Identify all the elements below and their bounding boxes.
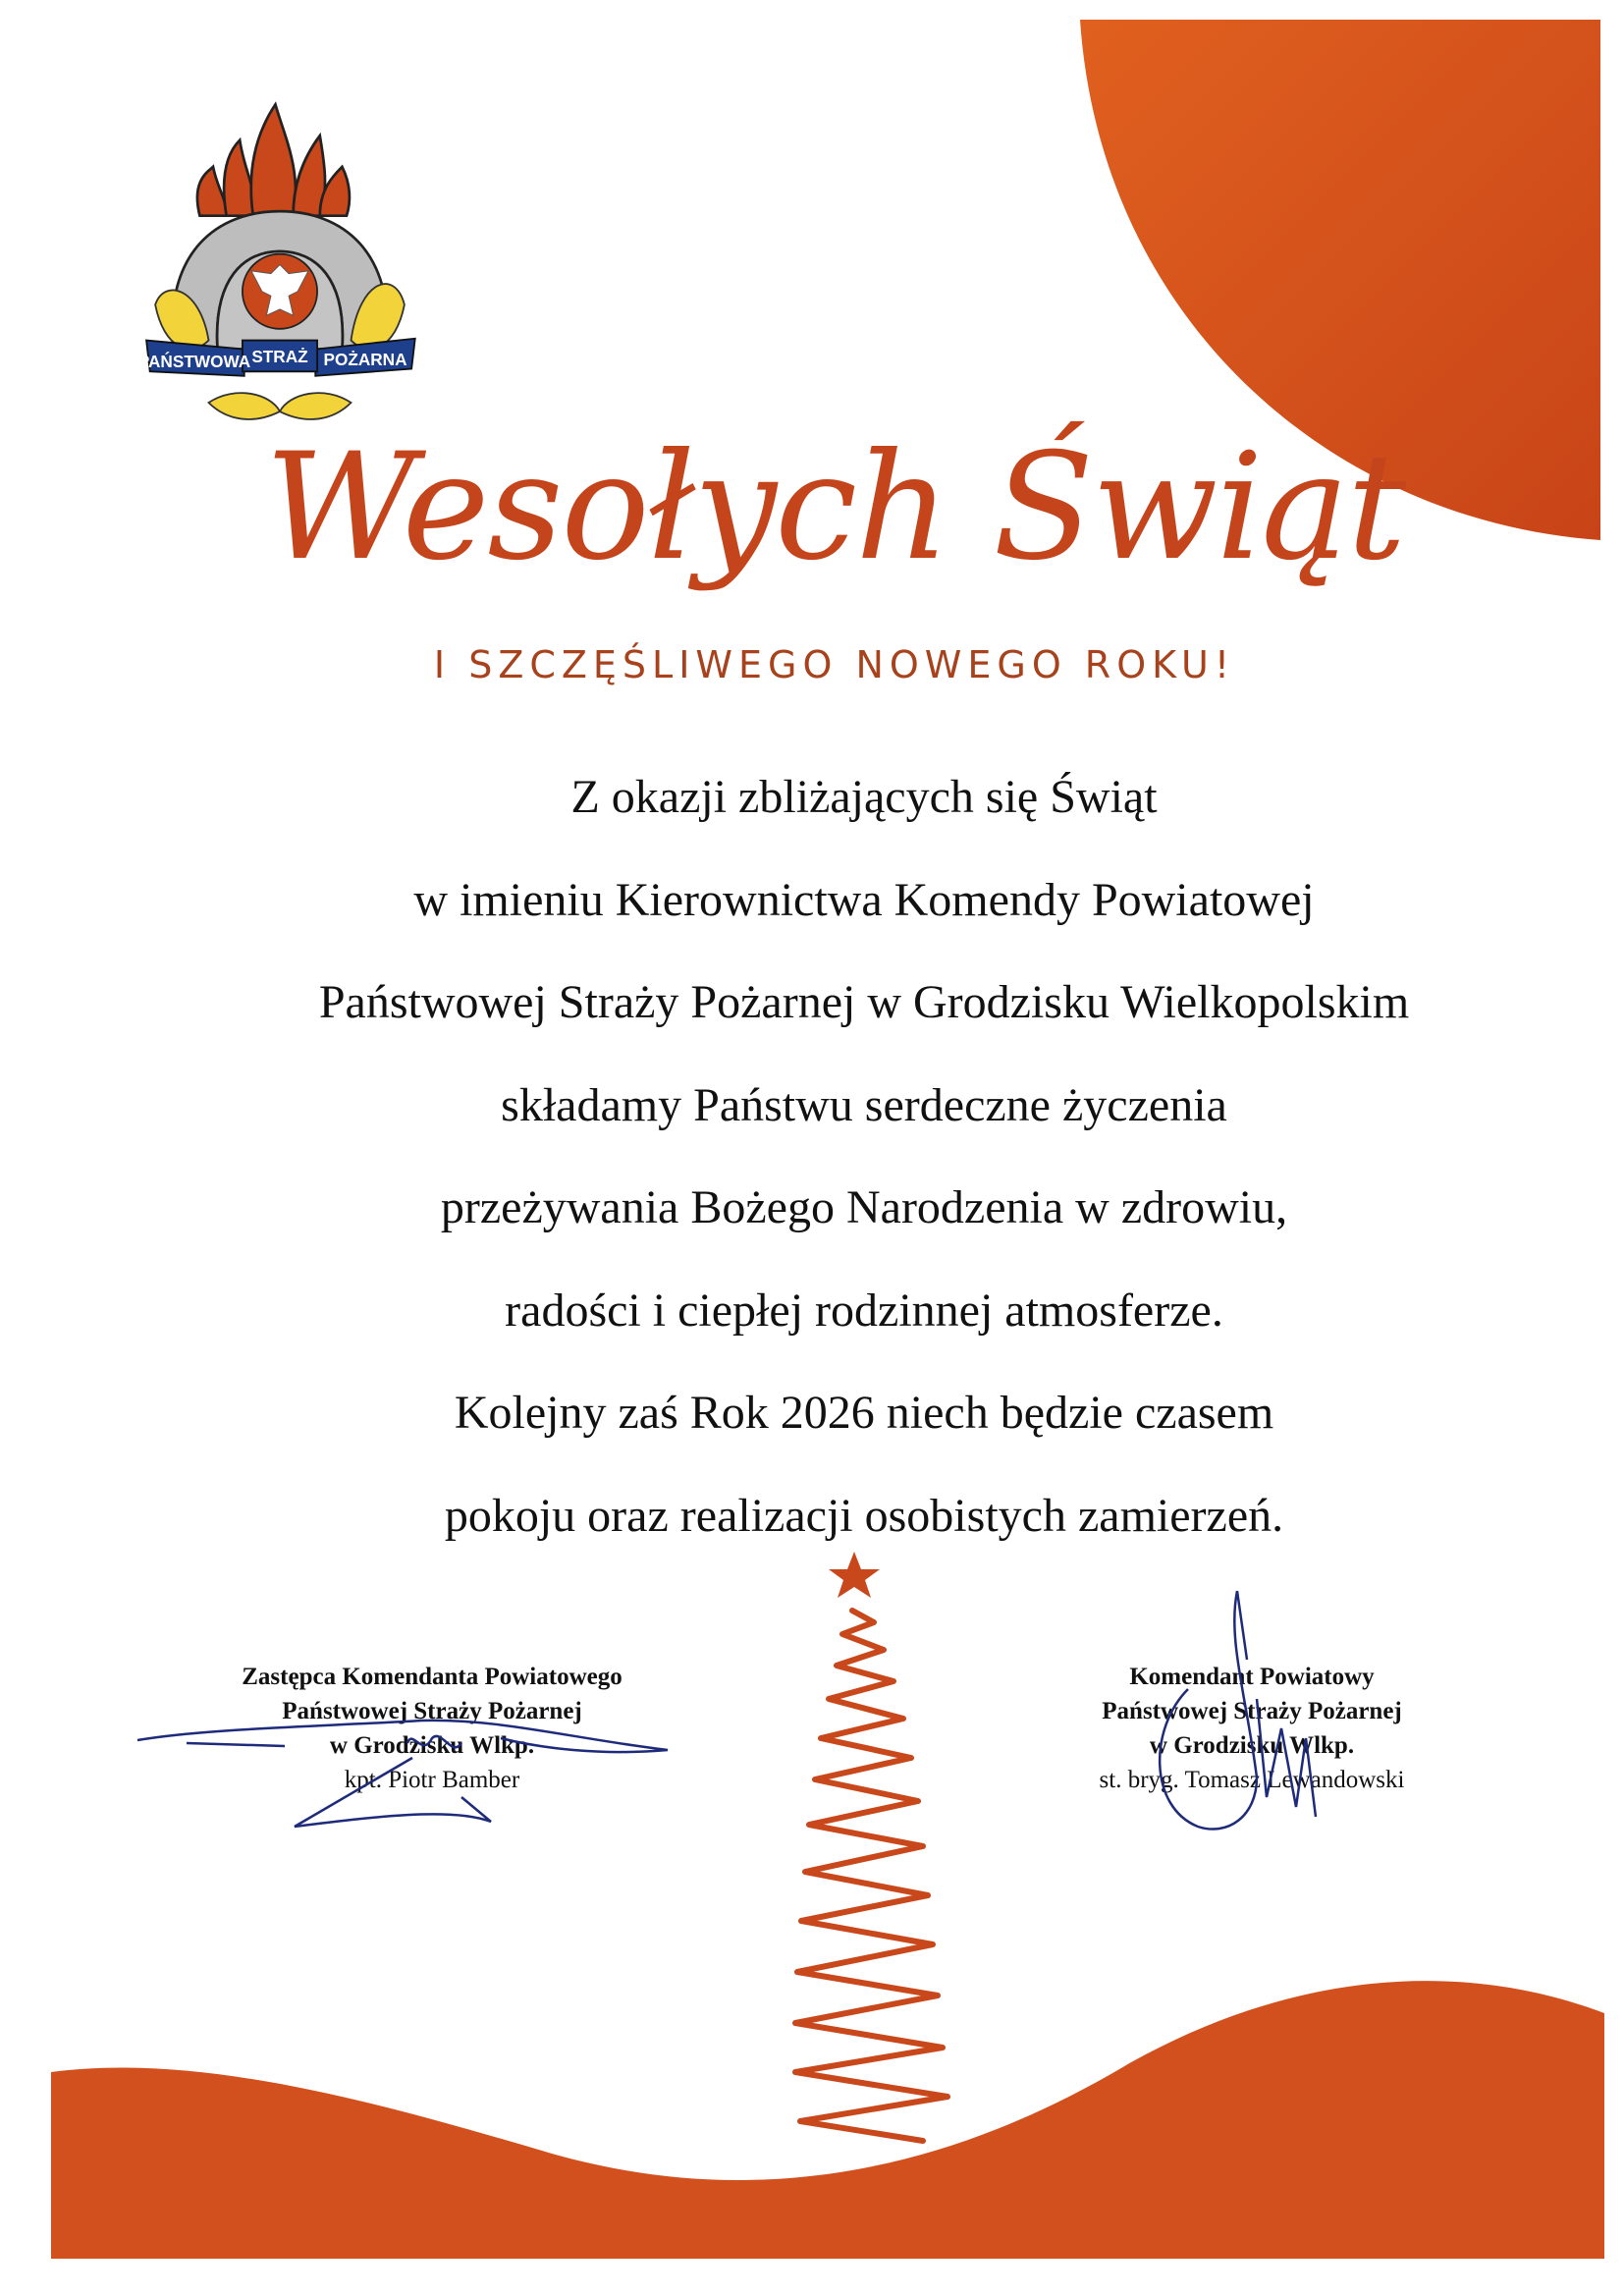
star-icon [829, 1552, 880, 1598]
banner [138, 339, 415, 376]
greeting-subtitle: I SZCZĘŚLIWEGO NOWEGO ROKU! [433, 643, 1236, 686]
body-line: pokoju oraz realizacji osobistych zamierzeń. [444, 1489, 1284, 1542]
body-line: Kolejny zaś Rok 2026 niech będzie czasem [454, 1387, 1274, 1439]
fire-service-emblem-logo [137, 79, 422, 442]
signatory-name: st. bryg. Tomasz Lewandowski [1099, 1767, 1405, 1793]
body-line: Państwowej Straży Pożarnej w Grodzisku Wielkopolskim [318, 976, 1410, 1028]
logo-banner-center: STRAŻ [251, 347, 308, 367]
signature-block-commander [1021, 1660, 1483, 1797]
signatory-name: kpt. Piotr Bamber [344, 1767, 520, 1793]
signature-title: Komendant Powiatowy [1129, 1664, 1375, 1690]
signature-title: w Grodzisku Wlkp. [1149, 1732, 1355, 1759]
body-line: radości i ciepłej rodzinnej atmosferze. [505, 1284, 1223, 1337]
body-line: Z okazji zbliżających się Świąt [570, 771, 1158, 823]
logo-banner-left: PAŃSTWOWA [137, 351, 251, 371]
body-line: składamy Państwu serdeczne życzenia [501, 1078, 1227, 1131]
signature-title: w Grodzisku Wlkp. [329, 1732, 535, 1759]
logo-banner-right: POŻARNA [323, 349, 407, 369]
decorative-bottom-wave [51, 1905, 1604, 2259]
greeting-title: Wesołych Świąt [264, 422, 1405, 593]
signature-title: Państwowej Straży Pożarnej [1102, 1698, 1402, 1724]
body-line: w imieniu Kierownictwa Komendy Powiatowej [413, 873, 1315, 926]
signature-block-deputy [177, 1660, 687, 1797]
body-line: przeżywania Bożego Narodzenia w zdrowiu, [440, 1181, 1288, 1233]
flame-icon [197, 104, 350, 215]
greeting-body [79, 746, 1624, 1567]
signature-title: Państwowej Straży Pożarnej [282, 1698, 582, 1724]
signature-title: Zastępca Komendanta Powiatowego [242, 1664, 623, 1690]
